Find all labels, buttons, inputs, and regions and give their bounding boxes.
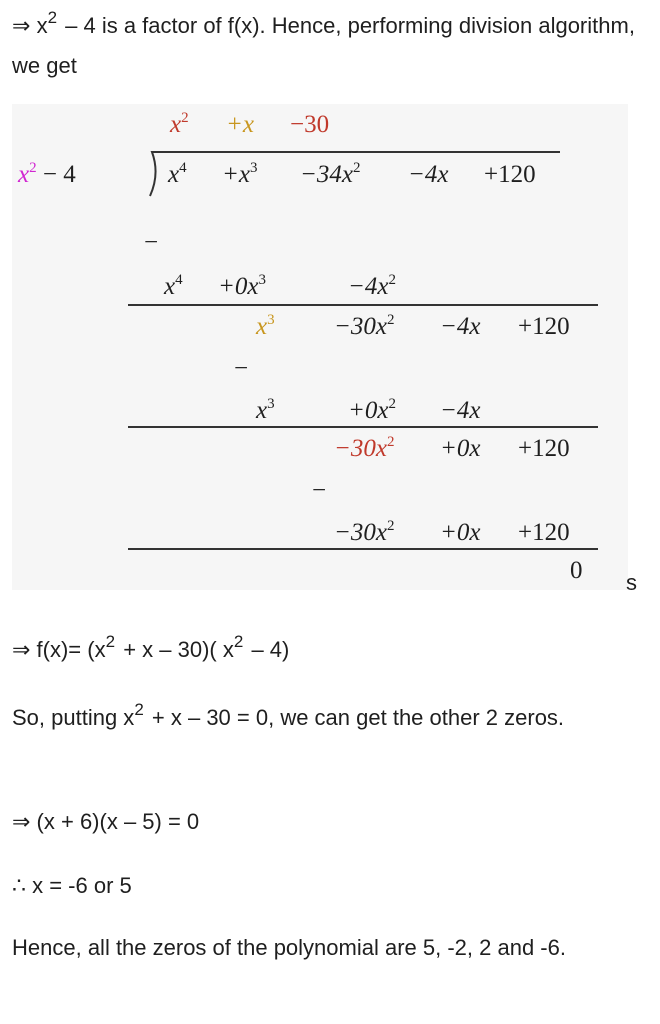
rem1-term-2: $-30x^2$ xyxy=(334,311,395,340)
therefore-line: ∴ x = -6 or 5 xyxy=(12,873,132,898)
long-division-box xyxy=(12,104,628,590)
minus-sign-3: − xyxy=(312,477,327,504)
dividend-term-3: $-34x^2$ xyxy=(300,159,361,188)
fx-factor-line: ⇒ $f(x)= (x^2 + x - 30)$( $x^2 - 4$) xyxy=(12,631,290,662)
sub3-term-3: +120 xyxy=(518,519,570,546)
intro-term: x xyxy=(36,13,48,38)
sub1-term-1: $x^4$ xyxy=(164,271,183,300)
division-rule-2 xyxy=(128,426,598,428)
sub1-term-3: $-4x^2$ xyxy=(348,271,396,300)
dividend-term-4: −4x xyxy=(408,161,449,188)
rem1-term-3: −4x xyxy=(440,313,481,340)
quotient-term-1: $x^2$ xyxy=(170,109,189,138)
rem1-term-1: $x^3$ xyxy=(256,311,275,340)
implies-arrow: ⇒ xyxy=(12,13,31,38)
putting-paragraph: So, putting $x^2 + x - 30 = 0$, we can get the other 2 zeros. xyxy=(12,699,565,730)
minus-sign-1: − xyxy=(144,229,159,256)
sub2-term-1: $x^3$ xyxy=(256,395,275,424)
conclusion-paragraph: Hence, all the zeros of the polynomial are 5, -2, 2 and -6. xyxy=(12,935,566,960)
sub2-term-2: $+0x^2$ xyxy=(348,395,396,424)
stray-letter: s xyxy=(626,570,637,595)
minus-sign-2: − xyxy=(234,355,249,382)
division-rule-3 xyxy=(128,548,598,550)
sub3-term-2: +0x xyxy=(440,519,481,546)
quotient-term-2: +x xyxy=(226,111,254,138)
sub2-term-3: −4x xyxy=(440,397,481,424)
factored-line: ⇒ (x + 6)(x – 5) = 0 xyxy=(12,809,200,834)
rem1-term-4: +120 xyxy=(518,313,570,340)
quotient-term-3: −30 xyxy=(290,111,330,138)
dividend-term-1: $x^4$ xyxy=(168,159,187,188)
intro-exponent: 2 xyxy=(47,7,58,27)
final-remainder: 0 xyxy=(570,557,583,584)
sub1-term-2: $+0x^3$ xyxy=(218,271,266,300)
rem2-term-3: +120 xyxy=(518,435,570,462)
rem2-term-2: +0x xyxy=(440,435,481,462)
intro-text: – 4 is a factor of f(x). Hence, performing division algorithm, we get xyxy=(12,13,635,78)
division-rule-1 xyxy=(128,304,598,306)
rem2-term-1: $-30x^2$ xyxy=(334,433,395,462)
dividend-term-5: +120 xyxy=(484,161,536,188)
sub3-term-1: $-30x^2$ xyxy=(334,517,395,546)
divisor: $x^2 - 4$ xyxy=(18,159,76,188)
intro-paragraph xyxy=(12,6,648,86)
dividend-term-2: $+x^3$ xyxy=(222,159,258,188)
